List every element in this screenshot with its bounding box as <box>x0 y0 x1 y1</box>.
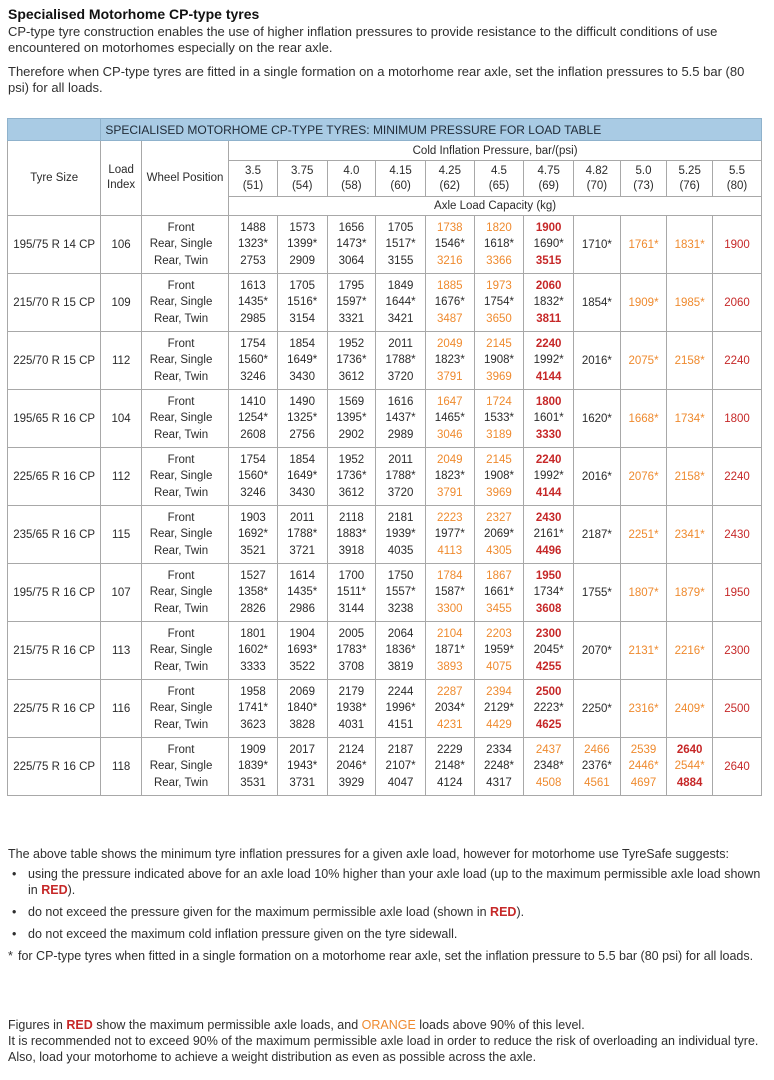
wheel-position-cell: Front Rear, Single Rear, Twin <box>141 680 228 738</box>
load-cell: 2005 1783* 3708 <box>327 622 376 680</box>
note-bullet-2: • do not exceed the pressure given for the maximum permissible axle load (shown in RED). <box>12 905 525 919</box>
tyre-size-cell: 225/75 R 16 CP <box>8 680 101 738</box>
footer-line-2: It is recommended not to exceed 90% of the maximum permissible axle load in order to reduce the risk of overloading an individual tyre. Also, load your motorhome to achieve a weight distribution as even as possible across the axle. <box>8 1034 759 1064</box>
load-cell: 2240 1992* 4144 <box>524 448 574 506</box>
bullet-icon: • <box>12 867 17 881</box>
load-cell: 2437 2348* 4508 <box>524 738 574 796</box>
load-cell: 1900 <box>712 216 761 274</box>
load-cell: 1656 1473* 3064 <box>327 216 376 274</box>
load-cell: 2179 1938* 4031 <box>327 680 376 738</box>
load-cell: 2640 2544* 4884 <box>667 738 713 796</box>
intro-section <box>8 6 768 96</box>
load-cell: 1904 1693* 3522 <box>277 622 327 680</box>
table-row <box>8 738 762 796</box>
load-cell: 1754 1560* 3246 <box>229 448 278 506</box>
load-cell: 2016* <box>574 332 621 390</box>
pressure-header-cell: 3.5 (51) <box>229 161 278 197</box>
load-cell: 1700 1511* 3144 <box>327 564 376 622</box>
load-cell: 1958 1741* 3623 <box>229 680 278 738</box>
load-cell: 2145 1908* 3969 <box>474 448 524 506</box>
load-cell: 1724 1533* 3189 <box>474 390 524 448</box>
load-cell: 2500 2223* 4625 <box>524 680 574 738</box>
table-row <box>8 564 762 622</box>
load-cell: 2229 2148* 4124 <box>425 738 474 796</box>
wheel-position-cell: Front Rear, Single Rear, Twin <box>141 274 228 332</box>
load-cell: 2181 1939* 4035 <box>376 506 426 564</box>
load-cell: 2017 1943* 3731 <box>277 738 327 796</box>
load-cell: 2060 1832* 3811 <box>524 274 574 332</box>
load-index-cell: 113 <box>101 622 142 680</box>
load-cell: 1784 1587* 3300 <box>425 564 474 622</box>
load-cell: 2158* <box>667 448 713 506</box>
pressure-header-cell: 5.25 (76) <box>667 161 713 197</box>
load-index-cell: 112 <box>101 332 142 390</box>
load-index-cell: 112 <box>101 448 142 506</box>
load-cell: 2070* <box>574 622 621 680</box>
load-cell: 1761* <box>620 216 667 274</box>
tyre-size-cell: 215/70 R 15 CP <box>8 274 101 332</box>
load-index-cell: 109 <box>101 274 142 332</box>
header-tyre-size: Tyre Size <box>8 141 101 216</box>
load-cell: 2011 1788* 3720 <box>376 332 426 390</box>
header-cold-inflation: Cold Inflation Pressure, bar/(psi) <box>229 141 762 161</box>
pressure-header-cell: 3.75 (54) <box>277 161 327 197</box>
pressure-header-cell: 4.15 (60) <box>376 161 426 197</box>
wheel-position-cell: Front Rear, Single Rear, Twin <box>141 622 228 680</box>
load-cell: 2069 1840* 3828 <box>277 680 327 738</box>
load-cell: 1616 1437* 2989 <box>376 390 426 448</box>
load-cell: 2158* <box>667 332 713 390</box>
table-row <box>8 506 762 564</box>
wheel-position-cell: Front Rear, Single Rear, Twin <box>141 506 228 564</box>
load-cell: 1527 1358* 2826 <box>229 564 278 622</box>
wheel-position-cell: Front Rear, Single Rear, Twin <box>141 448 228 506</box>
bullet-icon: • <box>12 905 17 919</box>
load-index-cell: 106 <box>101 216 142 274</box>
notes-section <box>8 846 768 970</box>
pressure-header-cell: 4.5 (65) <box>474 161 524 197</box>
load-cell: 1705 1516* 3154 <box>277 274 327 332</box>
wheel-position-cell: Front Rear, Single Rear, Twin <box>141 390 228 448</box>
load-cell: 2060 <box>712 274 761 332</box>
load-cell: 2430 2161* 4496 <box>524 506 574 564</box>
load-cell: 1754 1560* 3246 <box>229 332 278 390</box>
load-cell: 2539 2446* 4697 <box>620 738 667 796</box>
load-index-cell: 107 <box>101 564 142 622</box>
pressure-header-cell: 5.0 (73) <box>620 161 667 197</box>
load-cell: 2327 2069* 4305 <box>474 506 524 564</box>
pressure-header-cell: 5.5 (80) <box>712 161 761 197</box>
load-cell: 2118 1883* 3918 <box>327 506 376 564</box>
table-row <box>8 680 762 738</box>
load-cell: 2334 2248* 4317 <box>474 738 524 796</box>
load-cell: 2016* <box>574 448 621 506</box>
load-cell: 2064 1836* 3819 <box>376 622 426 680</box>
tyre-size-cell: 235/65 R 16 CP <box>8 506 101 564</box>
pressure-header-cell: 4.25 (62) <box>425 161 474 197</box>
load-cell: 1952 1736* 3612 <box>327 332 376 390</box>
notes-lead: The above table shows the minimum tyre inflation pressures for a given axle load, however for motorhome use TyreSafe suggests: <box>8 847 729 861</box>
pressure-load-table <box>7 118 762 796</box>
pressure-header-cell: 4.82 (70) <box>574 161 621 197</box>
load-cell: 1488 1323* 2753 <box>229 216 278 274</box>
table-row <box>8 332 762 390</box>
note-bullet-1: • using the pressure indicated above for an axle load 10% higher than your axle load (up to the maximum permissible axle load shown in RED). <box>12 867 761 897</box>
load-cell: 2251* <box>620 506 667 564</box>
load-cell: 1820 1618* 3366 <box>474 216 524 274</box>
note-bullet-3: • do not exceed the maximum cold inflation pressure given on the tyre sidewall. <box>12 927 458 941</box>
load-cell: 1849 1644* 3421 <box>376 274 426 332</box>
load-cell: 2011 1788* 3721 <box>277 506 327 564</box>
load-cell: 2640 <box>712 738 761 796</box>
load-cell: 2394 2129* 4429 <box>474 680 524 738</box>
load-cell: 1867 1661* 3455 <box>474 564 524 622</box>
load-cell: 2300 2045* 4255 <box>524 622 574 680</box>
page-title: Specialised Motorhome CP-type tyres <box>8 6 260 22</box>
load-cell: 2430 <box>712 506 761 564</box>
load-cell: 1800 <box>712 390 761 448</box>
load-cell: 2011 1788* 3720 <box>376 448 426 506</box>
load-cell: 1795 1597* 3321 <box>327 274 376 332</box>
intro-paragraph-1: CP-type tyre construction enables the use of higher inflation pressures to provide resistance to the difficult conditions of use encountered on motorhomes especially on the rear axle. <box>8 24 718 55</box>
table-row <box>8 216 762 274</box>
load-cell: 2124 2046* 3929 <box>327 738 376 796</box>
load-cell: 1854* <box>574 274 621 332</box>
header-load-index: Load Index <box>101 141 142 216</box>
load-cell: 2049 1823* 3791 <box>425 332 474 390</box>
header-axle-load: Axle Load Capacity (kg) <box>229 197 762 216</box>
load-cell: 1909* <box>620 274 667 332</box>
load-cell: 1985* <box>667 274 713 332</box>
load-cell: 2287 2034* 4231 <box>425 680 474 738</box>
load-cell: 2300 <box>712 622 761 680</box>
wheel-position-cell: Front Rear, Single Rear, Twin <box>141 216 228 274</box>
footer-line-1: Figures in RED show the maximum permissible axle loads, and ORANGE loads above 90% of this level. <box>8 1018 585 1032</box>
load-cell: 2240 <box>712 448 761 506</box>
table-row <box>8 390 762 448</box>
load-cell: 1750 1557* 3238 <box>376 564 426 622</box>
load-cell: 1950 1734* 3608 <box>524 564 574 622</box>
load-cell: 1755* <box>574 564 621 622</box>
load-cell: 2316* <box>620 680 667 738</box>
load-cell: 2240 <box>712 332 761 390</box>
load-cell: 2104 1871* 3893 <box>425 622 474 680</box>
load-cell: 1647 1465* 3046 <box>425 390 474 448</box>
load-cell: 1620* <box>574 390 621 448</box>
load-cell: 2240 1992* 4144 <box>524 332 574 390</box>
load-cell: 1900 1690* 3515 <box>524 216 574 274</box>
tyre-size-cell: 225/70 R 15 CP <box>8 332 101 390</box>
load-cell: 1885 1676* 3487 <box>425 274 474 332</box>
load-cell: 1613 1435* 2985 <box>229 274 278 332</box>
load-cell: 1909 1839* 3531 <box>229 738 278 796</box>
asterisk-icon: * <box>8 949 13 963</box>
table-banner: SPECIALISED MOTORHOME CP-TYPE TYRES: MINIMUM PRESSURE FOR LOAD TABLE <box>101 119 762 141</box>
load-cell: 1903 1692* 3521 <box>229 506 278 564</box>
load-cell: 2145 1908* 3969 <box>474 332 524 390</box>
load-cell: 2203 1959* 4075 <box>474 622 524 680</box>
load-cell: 1801 1602* 3333 <box>229 622 278 680</box>
tyre-size-cell: 225/65 R 16 CP <box>8 448 101 506</box>
load-cell: 1490 1325* 2756 <box>277 390 327 448</box>
load-cell: 1738 1546* 3216 <box>425 216 474 274</box>
load-cell: 2075* <box>620 332 667 390</box>
load-cell: 2466 2376* 4561 <box>574 738 621 796</box>
header-wheel-position: Wheel Position <box>141 141 228 216</box>
load-cell: 1668* <box>620 390 667 448</box>
load-cell: 1973 1754* 3650 <box>474 274 524 332</box>
load-cell: 2131* <box>620 622 667 680</box>
load-cell: 1410 1254* 2608 <box>229 390 278 448</box>
intro-paragraph-2: Therefore when CP-type tyres are fitted in a single formation on a motorhome rear axle, set the inflation pressures to 5.5 bar (80 psi) for all loads. <box>8 64 745 95</box>
wheel-position-cell: Front Rear, Single Rear, Twin <box>141 332 228 390</box>
pressure-header-cell: 4.0 (58) <box>327 161 376 197</box>
load-cell: 1800 1601* 3330 <box>524 390 574 448</box>
load-cell: 1705 1517* 3155 <box>376 216 426 274</box>
tyre-size-cell: 195/65 R 16 CP <box>8 390 101 448</box>
load-cell: 2250* <box>574 680 621 738</box>
load-cell: 1952 1736* 3612 <box>327 448 376 506</box>
load-cell: 1614 1435* 2986 <box>277 564 327 622</box>
load-cell: 2187* <box>574 506 621 564</box>
load-cell: 1734* <box>667 390 713 448</box>
load-cell: 1807* <box>620 564 667 622</box>
load-index-cell: 118 <box>101 738 142 796</box>
load-cell: 1831* <box>667 216 713 274</box>
load-cell: 2216* <box>667 622 713 680</box>
tyre-size-cell: 195/75 R 16 CP <box>8 564 101 622</box>
load-index-cell: 104 <box>101 390 142 448</box>
load-cell: 2500 <box>712 680 761 738</box>
tyre-size-cell: 225/75 R 16 CP <box>8 738 101 796</box>
bullet-icon: • <box>12 927 17 941</box>
load-cell: 1950 <box>712 564 761 622</box>
load-index-cell: 116 <box>101 680 142 738</box>
table-row <box>8 622 762 680</box>
load-index-cell: 115 <box>101 506 142 564</box>
note-asterisk: * for CP-type tyres when fitted in a single formation on a motorhome rear axle, set the inflation pressure to 5.5 bar (80 psi) for all loads. <box>8 949 754 963</box>
table-row <box>8 274 762 332</box>
wheel-position-cell: Front Rear, Single Rear, Twin <box>141 564 228 622</box>
load-cell: 1710* <box>574 216 621 274</box>
load-cell: 1569 1395* 2902 <box>327 390 376 448</box>
load-cell: 1879* <box>667 564 713 622</box>
table-row <box>8 448 762 506</box>
load-cell: 2187 2107* 4047 <box>376 738 426 796</box>
load-cell: 1573 1399* 2909 <box>277 216 327 274</box>
load-cell: 2223 1977* 4113 <box>425 506 474 564</box>
wheel-position-cell: Front Rear, Single Rear, Twin <box>141 738 228 796</box>
load-cell: 1854 1649* 3430 <box>277 448 327 506</box>
load-cell: 2244 1996* 4151 <box>376 680 426 738</box>
tyre-size-cell: 195/75 R 14 CP <box>8 216 101 274</box>
tyre-size-cell: 215/75 R 16 CP <box>8 622 101 680</box>
load-cell: 1854 1649* 3430 <box>277 332 327 390</box>
load-cell: 2341* <box>667 506 713 564</box>
footer-section <box>8 1017 768 1065</box>
pressure-header-cell: 4.75 (69) <box>524 161 574 197</box>
load-cell: 2049 1823* 3791 <box>425 448 474 506</box>
load-cell: 2076* <box>620 448 667 506</box>
load-cell: 2409* <box>667 680 713 738</box>
